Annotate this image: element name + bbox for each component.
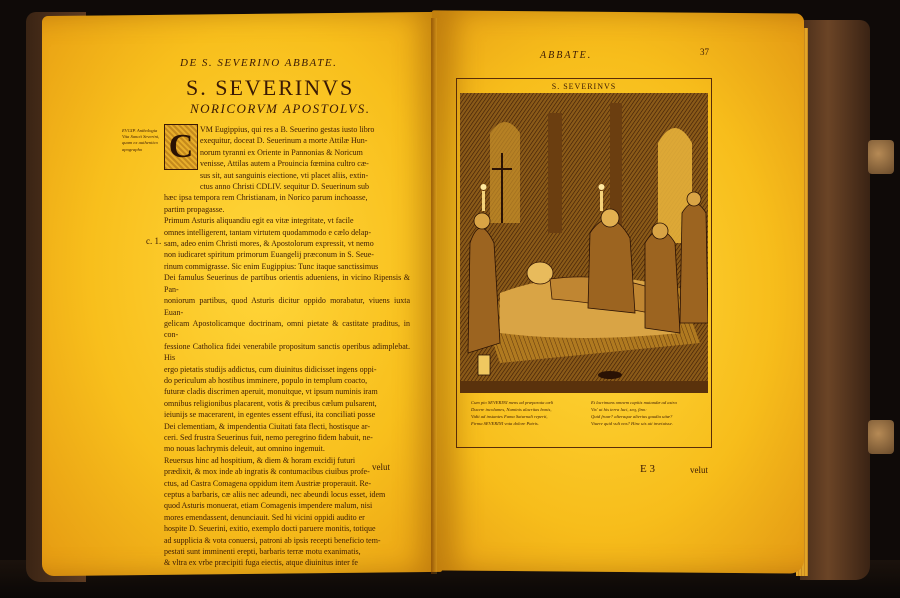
text-line: partim propagasse. [164, 204, 225, 214]
margin-note: EVGIP. Anthologia Vita Sancti Severini, quam ex authentico apographo [122, 128, 160, 152]
text-line: ieiunijs se macerarent, in egentes essent effusi, ita conciliati posse [164, 410, 376, 420]
text-line: mores emendassent, denunciauit. Sed hi vicini oppidi audito er [164, 512, 365, 522]
text-line: ctus anno Christi CDLIV. sequitur D. Seuerinum sub [200, 182, 369, 192]
page-subtitle: NORICORVM APOSTOLVS. [190, 101, 371, 116]
caption-line: Cum pio SEVERINI mens ad præparata cæli [471, 400, 554, 405]
text-line: Dei famulus Seuerinus de partibus orientis adueniens, in vicino Ripensis & Pan- [164, 273, 410, 294]
clasp-icon [868, 420, 894, 454]
text-line: quod Asturis monuerat, etiam Comagenis impendere malum, nisi [164, 501, 373, 511]
text-line: noniorum partibus, quod Asturis dicitur oppido morabatur, viuens iuxta Euan- [164, 296, 410, 317]
text-line: norum tyranni ex Oriente in Pannonias & Noricum [200, 147, 363, 157]
text-line: exequitur, doceat D. Seuerinum a morte Attilæ Hun- [200, 136, 368, 146]
deathbed-engraving [460, 93, 708, 393]
text-line: venisse, Attilas autem a Prouincia fœmina cultro cæ- [200, 159, 369, 169]
text-line: sus sit, aut sanguinis eiectione, vti placet aliis, extin- [200, 170, 369, 180]
plate-title: S. SEVERINVS [551, 82, 617, 91]
text-line: & vltra ex vrbe præcipiti fuga eiectis, atque diuinitus inter fe [164, 558, 358, 568]
book-cover-right [800, 20, 870, 580]
catchword-left: velut [372, 462, 390, 472]
caption-left [471, 399, 583, 427]
text-line: ceptus a barbaris, cæ aliis nec adeundi, nec abeundi locus esset, idem [164, 490, 386, 499]
text-line: ad supplicia & vota conuersi, patroni ab ipsis recepti beneficio tem- [164, 535, 381, 545]
text-line: fessione Catholica fidei venerabile propositum sanctis operibus adimplebat. His [164, 341, 410, 363]
decorated-initial: C [164, 124, 198, 170]
body-text [164, 124, 410, 569]
caption-line: Vix' ut his terra luci, seq, fino: [591, 407, 647, 412]
text-line: Dei clementiam, & impendentia Ciuitati fata flecti, hostisque ar- [164, 421, 370, 431]
text-line: sam, adeo enim Christi mores, & Apostolorum expressit, vt nemo [164, 239, 374, 249]
text-line: do periculum ab hostibus imminere, populo in templum coacto, [164, 375, 368, 385]
margin-citation: c. 1. [146, 236, 162, 246]
text-line: omnibus religionibus placarent, votis & precibus cælum pulsarent, [164, 398, 377, 408]
caption-line: Ducere incolumes, Numinis alacritas bonis, [471, 407, 552, 412]
text-line: ergo pietatis studijs addictus, cum diuinitus didicisset ingens oppi- [164, 364, 377, 374]
text-line: hospite D. Seuerini, exitio, exemplo docti paruere monitis, totique [164, 524, 376, 534]
text-line: pestati sunt imminenti erepti, barbaris terræ motu exanimatis, [164, 547, 361, 557]
text-line: Primum Asturis aliquandiu egit ea vitæ integritate, vt facile [164, 216, 354, 226]
text-line: rinum commigrasse. Sic enim Eugippius: Tunc itaque sanctissimus [164, 261, 379, 271]
page-title: S. SEVERINVS [186, 75, 355, 100]
clasp-icon [868, 140, 894, 174]
text-line: mo nouas lachrymis deleuit, aut omnino ingemuit. [164, 444, 325, 454]
caption-line: Viuere quid vult nos? Hinc uis uti invetuisse. [591, 421, 673, 426]
text-line: prædixit, & mox inde ab ingratis & contumacibus ciuibus profe- [164, 467, 370, 477]
caption-line: Firma SEVERINI vota dolore Patris. [471, 421, 539, 426]
text-line: Reuersus hinc ad hospitium, & diem & horam excidij futuri [164, 455, 356, 465]
engraving-plate [456, 78, 712, 448]
caption-right [591, 399, 703, 427]
text-line: omnes intelligerent, tantam virtutem quodammodo e cælo delap- [164, 227, 372, 237]
text-line: ctus, ad Castra Comagena oppidum item Austriæ properauit. Re- [164, 478, 372, 488]
text-line: futuræ cladis discrimen aperuit, monuitque, vt ipsum numinis iram [164, 387, 378, 397]
caption-line: Vidit ad instantes Fama Saturnali reperti, [471, 414, 548, 419]
text-line: ceri. Sed frustra Seuerinus fuit, nemo peregrino fidem habuit, ne- [164, 432, 373, 442]
text-line: VM Eugippius, qui res a B. Seuerino gestas iusto libro [200, 125, 375, 134]
signature-mark: E 3 [640, 463, 655, 475]
text-line: non iudicaret spiritum primorum Euangelij præconum in S. Seue- [164, 250, 374, 260]
text-line: gelicam Apostolicamque doctrinam, omni pietate & castitate praditus, in con- [164, 318, 410, 340]
caption-line: Quid fruar? alteraque alterius gaudia uitæ? [591, 414, 673, 419]
caption-line: Et lacrimans omnem capitis mutandæ ad astra [591, 400, 677, 405]
running-head-left: DE S. SEVERINO ABBATE. [180, 57, 338, 69]
running-head-right: ABBATE. [540, 50, 593, 61]
catchword-right: velut [690, 465, 708, 475]
page-number: 37 [700, 47, 709, 57]
book-gutter [431, 18, 437, 574]
text-line: hæc ipsa tempora rem Christianam, in Norico parum inchoasse, [164, 193, 368, 203]
